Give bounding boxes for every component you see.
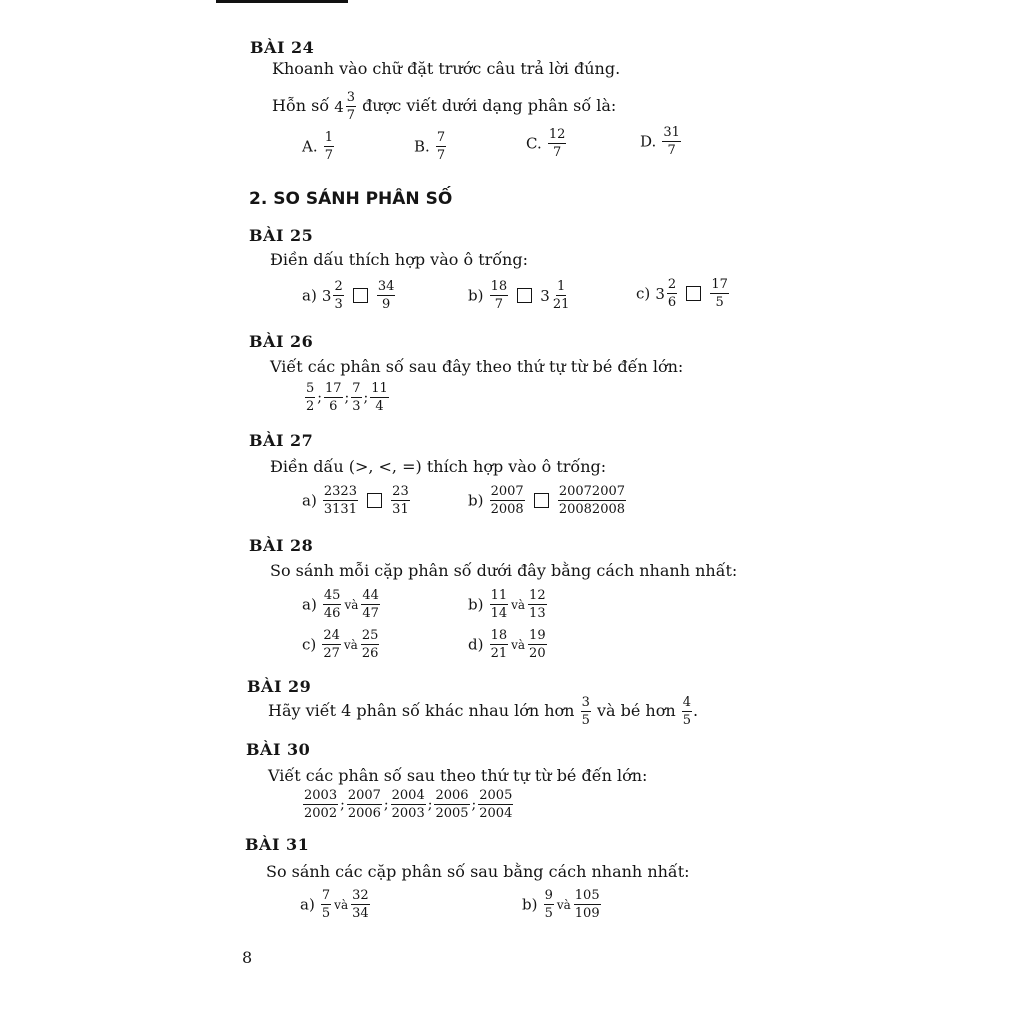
item-label: c) bbox=[302, 635, 317, 654]
denominator: 47 bbox=[362, 606, 379, 621]
separator: ; bbox=[471, 796, 477, 813]
exercise-30-instruction: Viết các phân số sau theo thứ tự từ bé đến lớn: bbox=[268, 766, 648, 785]
exercise-25-title: BÀI 25 bbox=[249, 226, 314, 245]
item-label: b) bbox=[522, 895, 538, 914]
numerator: 105 bbox=[574, 888, 600, 903]
question-text-before: Hỗn số bbox=[272, 96, 330, 115]
exercise-28-item-c bbox=[302, 628, 380, 661]
numerator: 9 bbox=[544, 888, 553, 903]
option-label: B. bbox=[414, 137, 430, 156]
denominator: 31 bbox=[392, 502, 409, 517]
denominator: 7 bbox=[552, 145, 562, 160]
fraction-b bbox=[351, 888, 370, 921]
conjunction: và bbox=[343, 637, 358, 652]
numerator: 23 bbox=[392, 484, 409, 499]
question-end: . bbox=[693, 701, 699, 720]
conjunction: và bbox=[556, 897, 571, 912]
exercise-24-title: BÀI 24 bbox=[250, 38, 315, 57]
item-label: c) bbox=[636, 284, 651, 303]
numerator: 12 bbox=[548, 127, 566, 142]
numerator: 2004 bbox=[391, 788, 425, 803]
exercise-27-item-a bbox=[302, 484, 411, 517]
mixed-whole: 3 bbox=[321, 286, 332, 305]
mixed-whole: 4 bbox=[334, 97, 344, 116]
numerator: 2003 bbox=[304, 788, 338, 803]
denominator: 6 bbox=[329, 399, 338, 414]
fraction bbox=[434, 788, 469, 821]
fraction bbox=[324, 381, 343, 414]
numerator: 31 bbox=[663, 125, 680, 140]
right-fraction bbox=[552, 279, 571, 312]
numerator: 4 bbox=[682, 695, 692, 710]
numerator: 11 bbox=[490, 588, 508, 603]
numerator: 20072007 bbox=[558, 484, 626, 499]
denominator: 7 bbox=[667, 143, 676, 158]
numerator: 11 bbox=[371, 381, 388, 396]
denominator: 13 bbox=[529, 606, 546, 621]
numerator: 2007 bbox=[490, 484, 524, 499]
exercise-26-instruction: Viết các phân số sau đây theo thứ tự từ bé đến lớn: bbox=[270, 357, 684, 376]
numerator: 7 bbox=[321, 888, 331, 903]
conjunction: và bbox=[511, 637, 526, 652]
denominator: 21 bbox=[552, 297, 570, 312]
answer-box[interactable] bbox=[367, 493, 382, 508]
item-label: a) bbox=[300, 895, 315, 914]
left-fraction bbox=[490, 484, 525, 517]
numerator: 3 bbox=[581, 695, 590, 710]
left-fraction bbox=[490, 279, 509, 312]
right-fraction bbox=[377, 279, 396, 312]
exercise-25-item-b bbox=[468, 279, 571, 312]
denominator: 46 bbox=[323, 606, 341, 621]
answer-box[interactable] bbox=[517, 288, 532, 303]
numerator: 34 bbox=[377, 279, 395, 294]
separator: ; bbox=[383, 796, 389, 813]
answer-box[interactable] bbox=[534, 493, 549, 508]
denominator: 9 bbox=[382, 297, 391, 312]
fraction-lower bbox=[581, 695, 591, 728]
fraction-upper bbox=[682, 695, 692, 728]
separator: ; bbox=[363, 389, 369, 406]
exercise-25-instruction: Điền dấu thích hợp vào ô trống: bbox=[270, 250, 528, 269]
option-fraction bbox=[662, 125, 681, 158]
numerator: 2007 bbox=[347, 788, 381, 803]
numerator: 7 bbox=[352, 381, 361, 396]
page-number: 8 bbox=[242, 948, 253, 967]
numerator: 12 bbox=[529, 588, 546, 603]
option-a[interactable] bbox=[302, 130, 335, 163]
exercise-31-title: BÀI 31 bbox=[245, 835, 310, 854]
denominator: 3 bbox=[334, 297, 343, 312]
exercise-29-question bbox=[268, 695, 698, 728]
numerator: 2323 bbox=[323, 484, 357, 499]
denominator: 5 bbox=[321, 906, 331, 921]
denominator: 2002 bbox=[304, 806, 338, 821]
top-rule bbox=[216, 0, 348, 3]
denominator: 5 bbox=[682, 713, 692, 728]
answer-box[interactable] bbox=[353, 288, 368, 303]
item-label: a) bbox=[302, 286, 317, 305]
exercise-25-item-c bbox=[636, 277, 730, 310]
numerator: 2005 bbox=[479, 788, 513, 803]
conjunction: và bbox=[344, 597, 359, 612]
denominator: 20082008 bbox=[558, 502, 626, 517]
conjunction: và bbox=[334, 897, 349, 912]
numerator: 45 bbox=[323, 588, 341, 603]
right-fraction bbox=[558, 484, 626, 517]
fraction-a bbox=[323, 588, 342, 621]
numerator: 24 bbox=[323, 628, 340, 643]
fraction bbox=[370, 381, 389, 414]
numerator: 25 bbox=[361, 628, 379, 643]
fraction bbox=[303, 788, 338, 821]
denominator: 5 bbox=[544, 906, 553, 921]
denominator: 5 bbox=[715, 295, 724, 310]
option-fraction bbox=[548, 127, 567, 160]
exercise-27-item-b bbox=[468, 484, 627, 517]
exercise-27-instruction: Điền dấu (>, <, =) thích hợp vào ô trống: bbox=[270, 457, 607, 476]
denominator: 27 bbox=[323, 646, 340, 661]
denominator: 21 bbox=[490, 646, 508, 661]
numerator: 5 bbox=[306, 381, 315, 396]
exercise-29-title: BÀI 29 bbox=[247, 677, 312, 696]
denominator: 7 bbox=[346, 108, 356, 123]
separator: ; bbox=[317, 389, 322, 406]
exercise-31-instruction: So sánh các cặp phân số sau bằng cách nhanh nhất: bbox=[266, 862, 690, 881]
exercise-30-title: BÀI 30 bbox=[246, 740, 311, 759]
numerator: 18 bbox=[490, 628, 508, 643]
denominator: 20 bbox=[529, 646, 546, 661]
denominator: 26 bbox=[361, 646, 379, 661]
denominator: 4 bbox=[375, 399, 384, 414]
exercise-31-item-b bbox=[522, 888, 602, 921]
mixed-whole: 3 bbox=[655, 284, 665, 303]
conjunction: và bbox=[511, 597, 526, 612]
fraction bbox=[391, 788, 426, 821]
numerator: 1 bbox=[324, 130, 333, 145]
fraction-b bbox=[528, 628, 547, 661]
numerator: 2006 bbox=[435, 788, 469, 803]
option-fraction bbox=[324, 130, 334, 163]
fraction bbox=[351, 381, 361, 414]
numerator: 17 bbox=[325, 381, 342, 396]
denominator: 2005 bbox=[435, 806, 469, 821]
exercise-30-fractions bbox=[302, 788, 514, 821]
denominator: 7 bbox=[494, 297, 503, 312]
exercise-27-title: BÀI 27 bbox=[249, 431, 314, 450]
section-title: 2. SO SÁNH PHÂN SỐ bbox=[249, 189, 453, 209]
left-fraction bbox=[323, 484, 358, 517]
denominator: 34 bbox=[352, 906, 369, 921]
numerator: 18 bbox=[490, 279, 508, 294]
question-text-after: được viết dưới dạng phân số là: bbox=[362, 96, 617, 115]
option-c[interactable] bbox=[526, 127, 567, 160]
exercise-28-instruction: So sánh mỗi cặp phân số dưới đây bằng cách nhanh nhất: bbox=[270, 561, 738, 580]
question-text-2: và bé hơn bbox=[596, 701, 676, 720]
exercise-24-instruction: Khoanh vào chữ đặt trước câu trả lời đúng. bbox=[272, 59, 621, 78]
fraction-b bbox=[528, 588, 547, 621]
item-label: b) bbox=[468, 491, 484, 510]
fraction-a bbox=[490, 588, 509, 621]
option-label: A. bbox=[302, 137, 318, 156]
numerator: 19 bbox=[529, 628, 546, 643]
numerator: 32 bbox=[352, 888, 369, 903]
exercise-31-item-a bbox=[300, 888, 371, 921]
item-label: d) bbox=[468, 635, 484, 654]
option-fraction bbox=[436, 130, 446, 163]
denominator: 5 bbox=[581, 713, 590, 728]
option-b[interactable] bbox=[414, 130, 447, 163]
exercise-28-item-a bbox=[302, 588, 381, 621]
fraction-a bbox=[321, 888, 331, 921]
item-label: a) bbox=[302, 491, 317, 510]
numerator: 2 bbox=[334, 279, 343, 294]
mixed-whole: 3 bbox=[540, 286, 550, 305]
denominator: 2003 bbox=[391, 806, 425, 821]
separator: ; bbox=[344, 389, 350, 406]
exercise-28-item-d bbox=[468, 628, 548, 661]
exercise-28-item-b bbox=[468, 588, 548, 621]
numerator: 44 bbox=[362, 588, 379, 603]
denominator: 2006 bbox=[347, 806, 381, 821]
fraction-a bbox=[544, 888, 554, 921]
fraction-b bbox=[574, 888, 601, 921]
denominator: 3 bbox=[352, 399, 361, 414]
fraction bbox=[305, 381, 315, 414]
fraction-a bbox=[322, 628, 341, 661]
mixed-fraction bbox=[346, 90, 356, 123]
right-fraction bbox=[710, 277, 729, 310]
denominator: 2 bbox=[306, 399, 315, 414]
denominator: 2008 bbox=[490, 502, 524, 517]
separator: ; bbox=[340, 796, 345, 813]
numerator: 17 bbox=[711, 277, 728, 292]
item-label: b) bbox=[468, 595, 484, 614]
fraction-a bbox=[490, 628, 509, 661]
exercise-26-fractions bbox=[304, 381, 390, 414]
option-label: C. bbox=[526, 134, 542, 153]
exercise-24-question bbox=[272, 90, 616, 123]
denominator: 7 bbox=[324, 148, 333, 163]
option-d[interactable] bbox=[640, 125, 682, 158]
separator: ; bbox=[427, 796, 433, 813]
fraction bbox=[478, 788, 513, 821]
exercise-26-title: BÀI 26 bbox=[249, 332, 314, 351]
denominator: 3131 bbox=[323, 502, 357, 517]
denominator: 109 bbox=[574, 906, 600, 921]
item-label: b) bbox=[468, 286, 484, 305]
exercise-28-title: BÀI 28 bbox=[249, 536, 314, 555]
left-fraction bbox=[333, 279, 343, 312]
fraction-b bbox=[361, 588, 380, 621]
fraction-b bbox=[361, 628, 380, 661]
question-text-1: Hãy viết 4 phân số khác nhau lớn hơn bbox=[268, 701, 575, 720]
denominator: 6 bbox=[667, 295, 677, 310]
numerator: 7 bbox=[436, 130, 446, 145]
numerator: 3 bbox=[346, 90, 356, 105]
item-label: a) bbox=[302, 595, 317, 614]
exercise-25-item-a bbox=[302, 279, 396, 312]
left-fraction bbox=[667, 277, 677, 310]
denominator: 2004 bbox=[479, 806, 513, 821]
numerator: 2 bbox=[667, 277, 677, 292]
denominator: 7 bbox=[436, 148, 446, 163]
numerator: 1 bbox=[556, 279, 566, 294]
denominator: 14 bbox=[490, 606, 508, 621]
answer-box[interactable] bbox=[686, 286, 701, 301]
fraction bbox=[347, 788, 382, 821]
option-label: D. bbox=[640, 132, 657, 151]
right-fraction bbox=[391, 484, 410, 517]
